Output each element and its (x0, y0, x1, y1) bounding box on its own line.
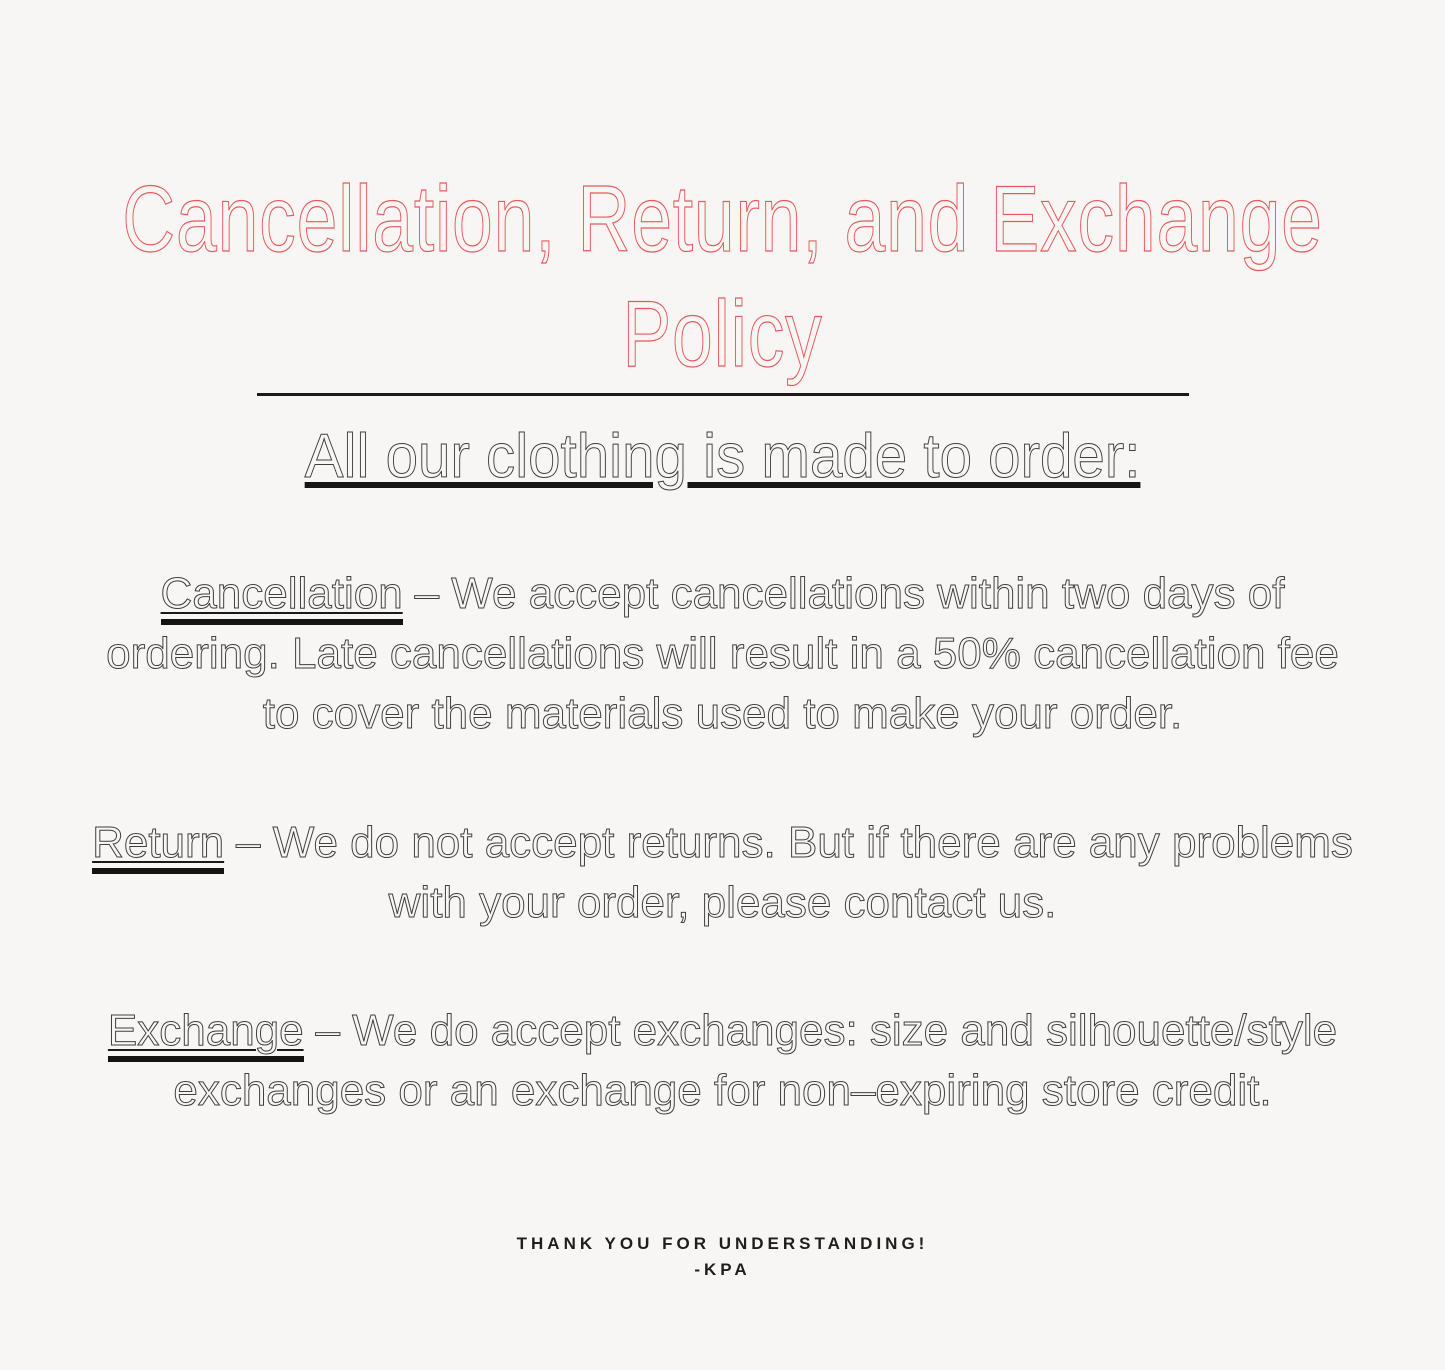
page-title-line-2: Policy (622, 281, 823, 386)
exchange-line-2: exchanges or an exchange for non–expiring store credit. (173, 1066, 1272, 1115)
cancellation-line-1-text: – We accept cancellations within two days of (414, 569, 1285, 618)
return-line-1-text: – We do not accept returns. But if there are any problems (236, 818, 1353, 867)
return-policy-section (92, 813, 1353, 933)
return-line-1 (92, 813, 1353, 873)
cancellation-policy-section (106, 564, 1339, 744)
footer-note (517, 1231, 929, 1283)
divider-line (257, 393, 1189, 396)
signature-text: -KPA (694, 1260, 751, 1279)
made-to-order-heading-wrap (305, 423, 1141, 507)
exchange-line-1-text: – We do accept exchanges: size and silhouette/style (315, 1006, 1338, 1055)
exchange-policy-section (108, 1001, 1337, 1121)
exchange-keyword: Exchange (108, 1006, 304, 1062)
cancellation-line-1 (161, 564, 1285, 624)
exchange-line-1 (108, 1001, 1337, 1061)
page-title (122, 161, 1322, 391)
cancellation-line-2: ordering. Late cancellations will result in a 50% cancellation fee (106, 629, 1339, 678)
return-line-2: with your order, please contact us. (388, 878, 1057, 927)
cancellation-line-3: to cover the materials used to make your order. (262, 689, 1183, 738)
page-title-line-1: Cancellation, Return, and Exchange (122, 166, 1323, 271)
made-to-order-heading: All our clothing is made to order: (304, 422, 1141, 491)
thank-you-text: THANK YOU FOR UNDERSTANDING! (516, 1234, 929, 1253)
return-keyword: Return (92, 818, 224, 874)
cancellation-keyword: Cancellation (161, 569, 403, 625)
